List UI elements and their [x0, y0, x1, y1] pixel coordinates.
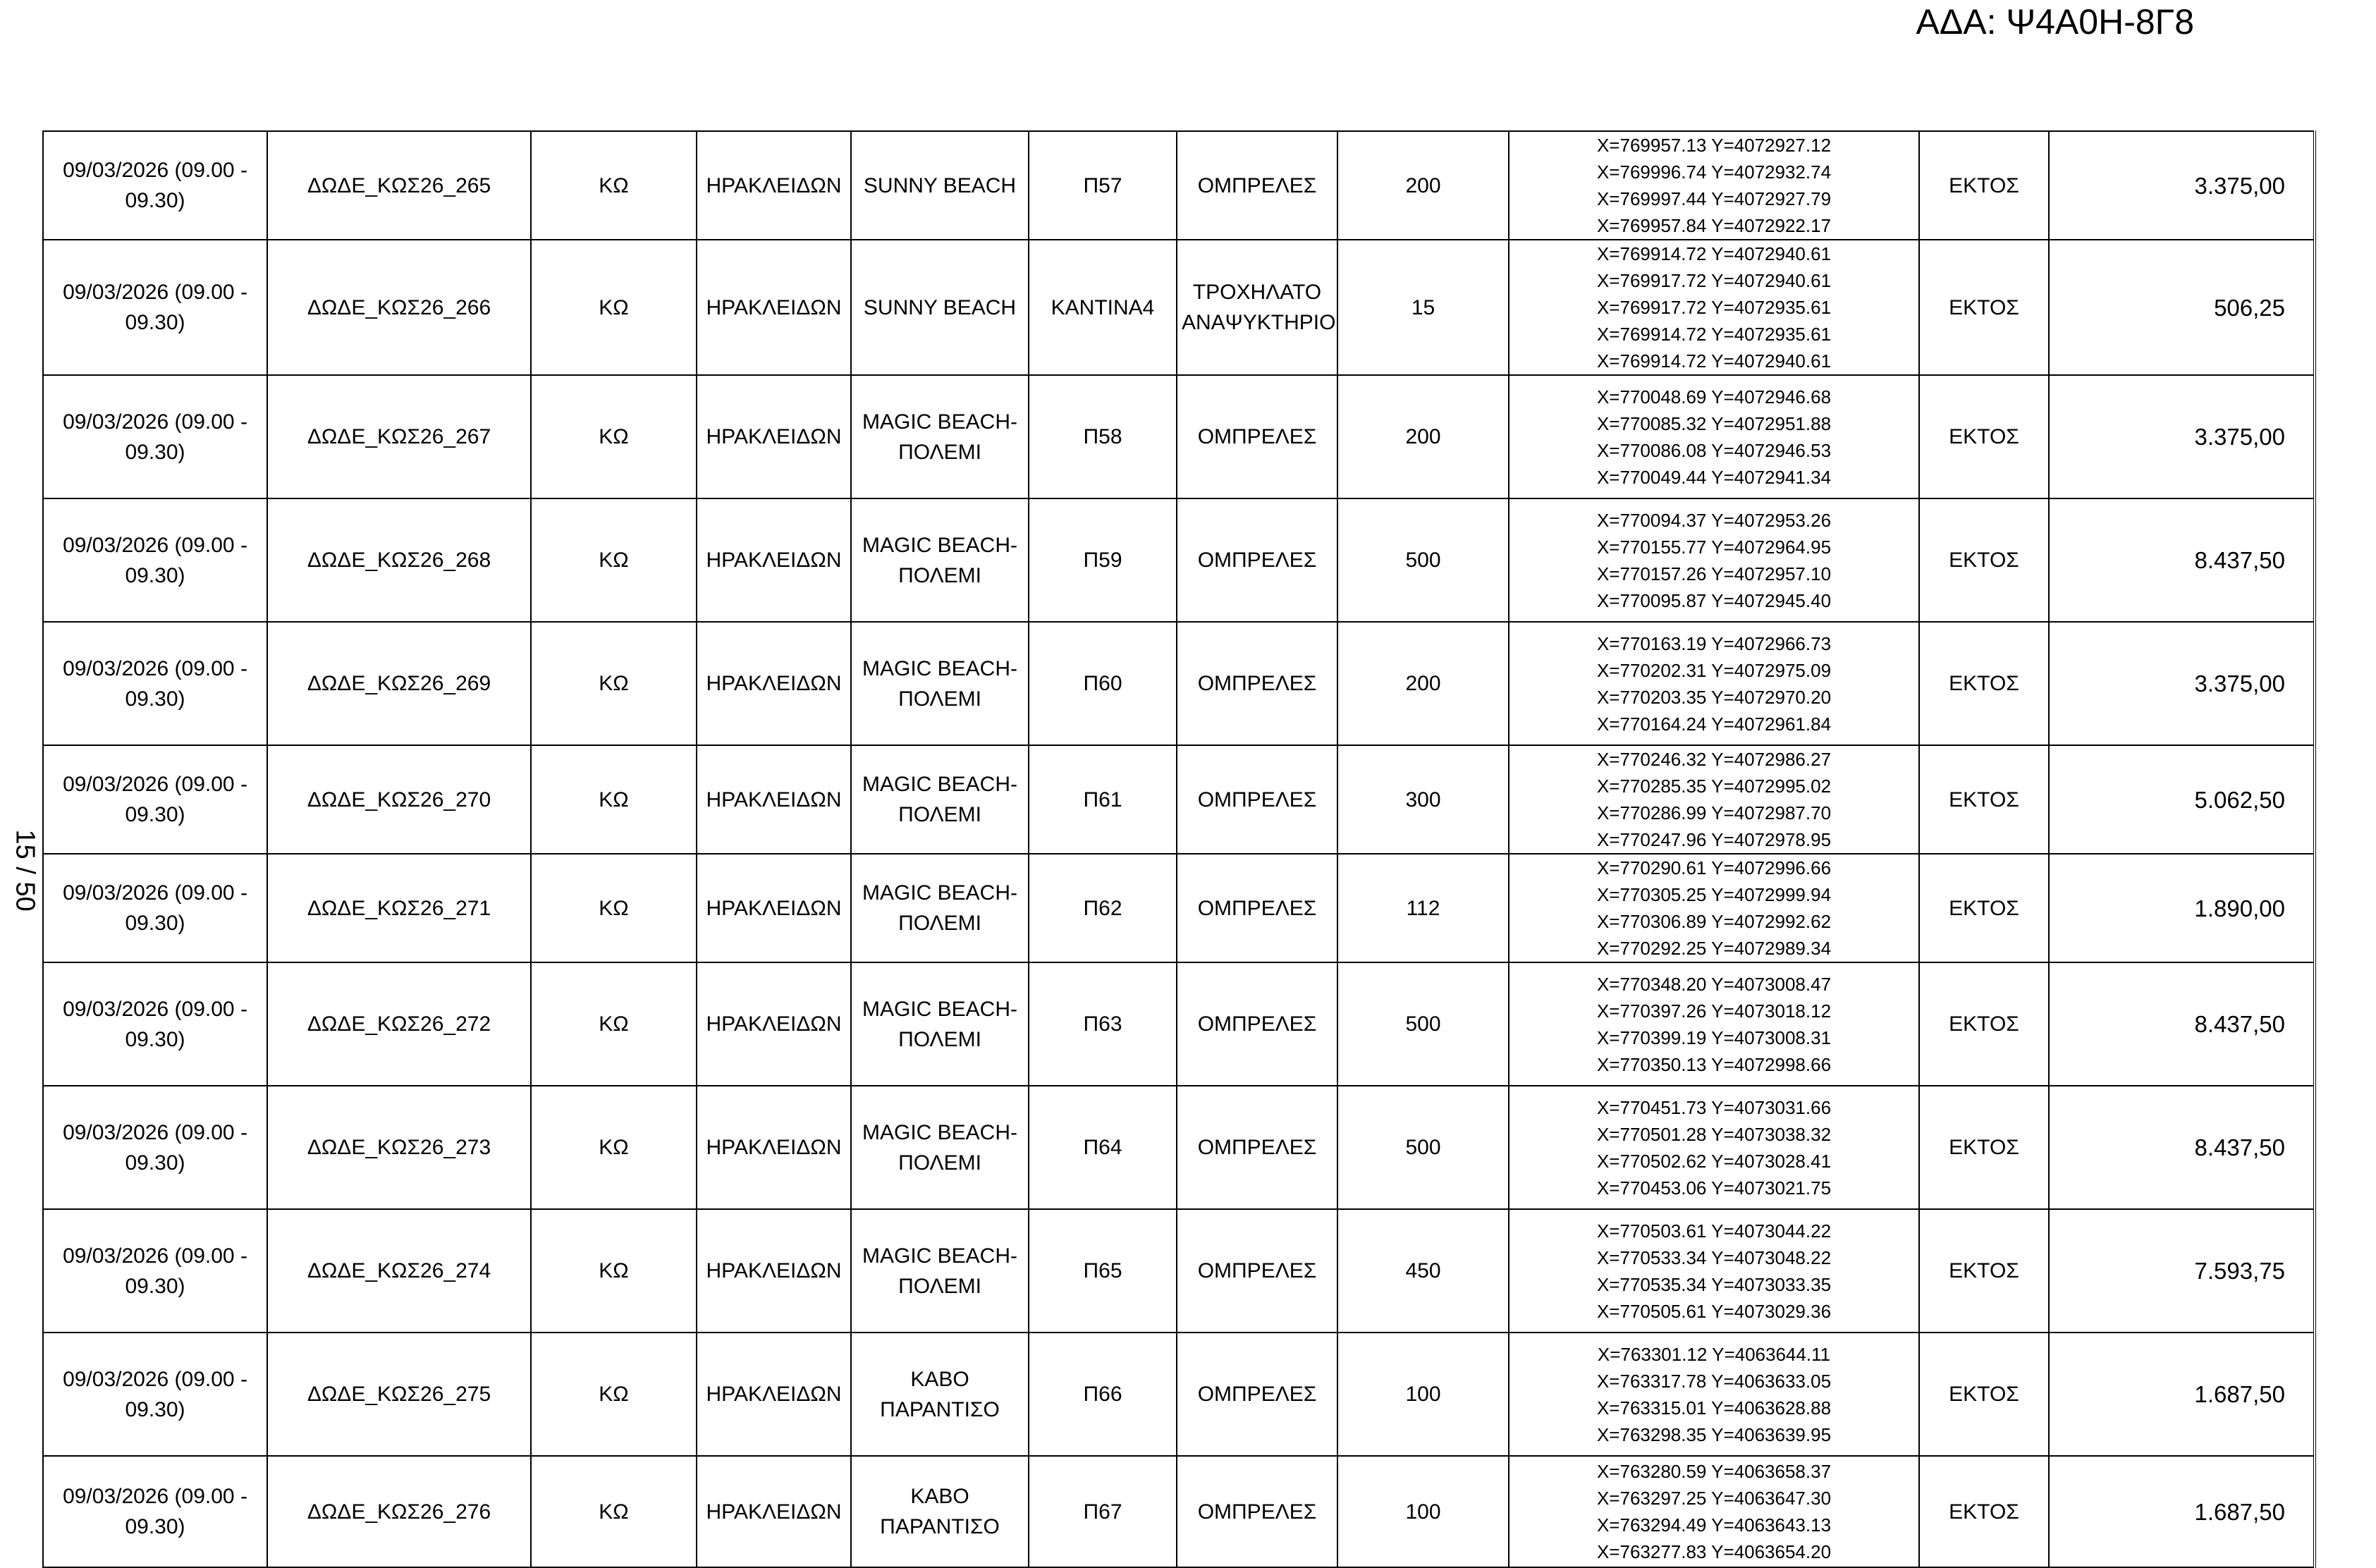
- concessions-table: [42, 130, 2316, 1568]
- use-cell: ΟΜΠΡΕΛΕΣ: [1177, 1333, 1337, 1456]
- table-row: [43, 131, 2315, 240]
- coordinate-line: X=770290.61 Y=4072996.66: [1596, 857, 1832, 878]
- area-cell: 500: [1337, 498, 1509, 622]
- coordinate-line: X=769957.13 Y=4072927.12: [1596, 135, 1832, 156]
- coordinate-line: X=769996.74 Y=4072932.74: [1596, 161, 1832, 183]
- spot-cell: Π59: [1029, 498, 1177, 622]
- zone-cell: ΕΚΤΟΣ: [1919, 854, 2049, 962]
- coordinate-line: X=763294.49 Y=4063643.13: [1596, 1514, 1832, 1536]
- code-cell: ΔΩΔΕ_ΚΩΣ26_274: [267, 1209, 531, 1333]
- use-cell: ΟΜΠΡΕΛΕΣ: [1177, 854, 1337, 962]
- municipality-cell: ΗΡΑΚΛΕΙΔΩΝ: [697, 1333, 851, 1456]
- coordinate-line: X=770348.20 Y=4073008.47: [1596, 973, 1832, 995]
- zone-cell: ΕΚΤΟΣ: [1919, 1086, 2049, 1209]
- beach-cell: ΚΑΒΟ ΠΑΡΑΝΤΙΣΟ: [851, 1333, 1029, 1456]
- coordinates-cell: [1509, 240, 1919, 375]
- table-row: [43, 962, 2315, 1086]
- coordinate-line: X=770164.24 Y=4072961.84: [1596, 713, 1832, 735]
- datetime-cell: 09/03/2026 (09.00 - 09.30): [43, 745, 267, 854]
- island-cell: ΚΩ: [531, 1209, 697, 1333]
- island-cell: ΚΩ: [531, 1333, 697, 1456]
- table-row: [43, 498, 2315, 622]
- use-cell: ΟΜΠΡΕΛΕΣ: [1177, 962, 1337, 1086]
- coordinate-line: X=763298.35 Y=4063639.95: [1596, 1423, 1832, 1445]
- beach-cell: SUNNY BEACH: [851, 131, 1029, 240]
- coordinate-line: X=770203.35 Y=4072970.20: [1596, 686, 1832, 708]
- coordinate-line: X=769914.72 Y=4072935.61: [1596, 324, 1832, 345]
- zone-cell: ΕΚΤΟΣ: [1919, 622, 2049, 745]
- datetime-cell: 09/03/2026 (09.00 - 09.30): [43, 498, 267, 622]
- coordinate-line: X=770502.62 Y=4073028.41: [1596, 1150, 1832, 1172]
- coordinates-cell: [1509, 375, 1919, 498]
- zone-cell: ΕΚΤΟΣ: [1919, 131, 2049, 240]
- code-cell: ΔΩΔΕ_ΚΩΣ26_275: [267, 1333, 531, 1456]
- spot-cell: Π61: [1029, 745, 1177, 854]
- zone-cell: ΕΚΤΟΣ: [1919, 1333, 2049, 1456]
- datetime-cell: 09/03/2026 (09.00 - 09.30): [43, 854, 267, 962]
- code-cell: ΔΩΔΕ_ΚΩΣ26_268: [267, 498, 531, 622]
- coordinate-line: X=770350.13 Y=4072998.66: [1596, 1053, 1832, 1075]
- coordinate-line: X=770247.96 Y=4072978.95: [1596, 829, 1832, 850]
- coordinate-line: X=770533.34 Y=4073048.22: [1596, 1247, 1832, 1268]
- coordinate-line: X=770306.89 Y=4072992.62: [1596, 911, 1832, 932]
- datetime-cell: 09/03/2026 (09.00 - 09.30): [43, 1333, 267, 1456]
- coordinates-cell: [1509, 1209, 1919, 1333]
- datetime-cell: 09/03/2026 (09.00 - 09.30): [43, 962, 267, 1086]
- code-cell: ΔΩΔΕ_ΚΩΣ26_276: [267, 1456, 531, 1567]
- coordinate-line: X=770048.69 Y=4072946.68: [1596, 386, 1832, 408]
- use-cell: ΟΜΠΡΕΛΕΣ: [1177, 375, 1337, 498]
- municipality-cell: ΗΡΑΚΛΕΙΔΩΝ: [697, 1456, 851, 1567]
- datetime-cell: 09/03/2026 (09.00 - 09.30): [43, 622, 267, 745]
- use-cell: ΟΜΠΡΕΛΕΣ: [1177, 131, 1337, 240]
- table-row: [43, 622, 2315, 745]
- area-cell: 100: [1337, 1456, 1509, 1567]
- zone-cell: ΕΚΤΟΣ: [1919, 498, 2049, 622]
- use-cell: ΟΜΠΡΕΛΕΣ: [1177, 1086, 1337, 1209]
- amount-cell: 8.437,50: [2049, 498, 2315, 622]
- amount-cell: 1.890,00: [2049, 854, 2315, 962]
- code-cell: ΔΩΔΕ_ΚΩΣ26_269: [267, 622, 531, 745]
- municipality-cell: ΗΡΑΚΛΕΙΔΩΝ: [697, 1209, 851, 1333]
- zone-cell: ΕΚΤΟΣ: [1919, 745, 2049, 854]
- coordinates-cell: [1509, 1333, 1919, 1456]
- area-cell: 100: [1337, 1333, 1509, 1456]
- use-cell: ΟΜΠΡΕΛΕΣ: [1177, 1456, 1337, 1567]
- coordinates-cell: [1509, 962, 1919, 1086]
- amount-cell: 5.062,50: [2049, 745, 2315, 854]
- coordinate-line: X=770453.06 Y=4073021.75: [1596, 1177, 1832, 1199]
- datetime-cell: 09/03/2026 (09.00 - 09.30): [43, 1456, 267, 1567]
- area-cell: 15: [1337, 240, 1509, 375]
- coordinate-line: X=770501.28 Y=4073038.32: [1596, 1123, 1832, 1145]
- use-cell: ΟΜΠΡΕΛΕΣ: [1177, 1209, 1337, 1333]
- beach-cell: MAGIC BEACH-ΠΟΛΕΜΙ: [851, 854, 1029, 962]
- use-cell: ΟΜΠΡΕΛΕΣ: [1177, 498, 1337, 622]
- area-cell: 450: [1337, 1209, 1509, 1333]
- municipality-cell: ΗΡΑΚΛΕΙΔΩΝ: [697, 854, 851, 962]
- spot-cell: Π60: [1029, 622, 1177, 745]
- coordinate-line: X=770535.34 Y=4073033.35: [1596, 1273, 1832, 1295]
- coordinate-line: X=770094.37 Y=4072953.26: [1596, 509, 1832, 531]
- coordinates-cell: [1509, 622, 1919, 745]
- beach-cell: MAGIC BEACH-ΠΟΛΕΜΙ: [851, 962, 1029, 1086]
- amount-cell: 3.375,00: [2049, 375, 2315, 498]
- island-cell: ΚΩ: [531, 745, 697, 854]
- code-cell: ΔΩΔΕ_ΚΩΣ26_273: [267, 1086, 531, 1209]
- coordinate-line: X=769957.84 Y=4072922.17: [1596, 215, 1832, 236]
- island-cell: ΚΩ: [531, 1086, 697, 1209]
- coordinates-cell: [1509, 498, 1919, 622]
- code-cell: ΔΩΔΕ_ΚΩΣ26_267: [267, 375, 531, 498]
- spot-cell: Π58: [1029, 375, 1177, 498]
- area-cell: 200: [1337, 622, 1509, 745]
- zone-cell: ΕΚΤΟΣ: [1919, 962, 2049, 1086]
- coordinates-cell: [1509, 854, 1919, 962]
- coordinate-line: X=770049.44 Y=4072941.34: [1596, 466, 1832, 488]
- municipality-cell: ΗΡΑΚΛΕΙΔΩΝ: [697, 131, 851, 240]
- beach-cell: MAGIC BEACH-ΠΟΛΕΜΙ: [851, 375, 1029, 498]
- area-cell: 200: [1337, 375, 1509, 498]
- datetime-cell: 09/03/2026 (09.00 - 09.30): [43, 1209, 267, 1333]
- island-cell: ΚΩ: [531, 498, 697, 622]
- municipality-cell: ΗΡΑΚΛΕΙΔΩΝ: [697, 745, 851, 854]
- table-row: [43, 854, 2315, 962]
- coordinate-line: X=769917.72 Y=4072935.61: [1596, 297, 1832, 318]
- datetime-cell: 09/03/2026 (09.00 - 09.30): [43, 1086, 267, 1209]
- spot-cell: Π63: [1029, 962, 1177, 1086]
- coordinates-cell: [1509, 131, 1919, 240]
- municipality-cell: ΗΡΑΚΛΕΙΔΩΝ: [697, 962, 851, 1086]
- area-cell: 200: [1337, 131, 1509, 240]
- coordinate-line: X=770095.87 Y=4072945.40: [1596, 589, 1832, 611]
- coordinate-line: X=770399.19 Y=4073008.31: [1596, 1027, 1832, 1048]
- use-cell: ΟΜΠΡΕΛΕΣ: [1177, 745, 1337, 854]
- coordinate-line: X=770202.31 Y=4072975.09: [1596, 659, 1832, 681]
- island-cell: ΚΩ: [531, 375, 697, 498]
- area-cell: 500: [1337, 962, 1509, 1086]
- beach-cell: MAGIC BEACH-ΠΟΛΕΜΙ: [851, 1086, 1029, 1209]
- coordinate-line: X=770163.19 Y=4072966.73: [1596, 632, 1832, 654]
- spot-cell: Π57: [1029, 131, 1177, 240]
- beach-cell: MAGIC BEACH-ΠΟΛΕΜΙ: [851, 1209, 1029, 1333]
- datetime-cell: 09/03/2026 (09.00 - 09.30): [43, 375, 267, 498]
- datetime-cell: 09/03/2026 (09.00 - 09.30): [43, 131, 267, 240]
- coordinate-line: X=763277.83 Y=4063654.20: [1596, 1541, 1832, 1562]
- amount-cell: 1.687,50: [2049, 1333, 2315, 1456]
- coordinates-cell: [1509, 745, 1919, 854]
- table-row: [43, 240, 2315, 375]
- zone-cell: ΕΚΤΟΣ: [1919, 375, 2049, 498]
- coordinate-line: X=770285.35 Y=4072995.02: [1596, 776, 1832, 797]
- coordinate-line: X=770085.32 Y=4072951.88: [1596, 412, 1832, 434]
- area-cell: 300: [1337, 745, 1509, 854]
- coordinate-line: X=770286.99 Y=4072987.70: [1596, 802, 1832, 823]
- code-cell: ΔΩΔΕ_ΚΩΣ26_266: [267, 240, 531, 375]
- code-cell: ΔΩΔΕ_ΚΩΣ26_270: [267, 745, 531, 854]
- amount-cell: 3.375,00: [2049, 622, 2315, 745]
- amount-cell: 1.687,50: [2049, 1456, 2315, 1567]
- code-cell: ΔΩΔΕ_ΚΩΣ26_265: [267, 131, 531, 240]
- page-indicator: 15 / 50: [10, 829, 40, 912]
- island-cell: ΚΩ: [531, 131, 697, 240]
- table-row: [43, 1333, 2315, 1456]
- datetime-cell: 09/03/2026 (09.00 - 09.30): [43, 240, 267, 375]
- island-cell: ΚΩ: [531, 240, 697, 375]
- table-row: [43, 375, 2315, 498]
- use-cell: ΟΜΠΡΕΛΕΣ: [1177, 622, 1337, 745]
- spot-cell: Π64: [1029, 1086, 1177, 1209]
- zone-cell: ΕΚΤΟΣ: [1919, 240, 2049, 375]
- beach-cell: MAGIC BEACH-ΠΟΛΕΜΙ: [851, 622, 1029, 745]
- table-row: [43, 1456, 2315, 1567]
- coordinate-line: X=770155.77 Y=4072964.95: [1596, 536, 1832, 558]
- coordinate-line: X=769997.44 Y=4072927.79: [1596, 188, 1832, 209]
- spot-cell: Π67: [1029, 1456, 1177, 1567]
- spot-cell: Π62: [1029, 854, 1177, 962]
- beach-cell: ΚΑΒΟ ΠΑΡΑΝΤΙΣΟ: [851, 1456, 1029, 1567]
- coordinate-line: X=770505.61 Y=4073029.36: [1596, 1300, 1832, 1322]
- coordinate-line: X=770086.08 Y=4072946.53: [1596, 439, 1832, 461]
- beach-cell: MAGIC BEACH-ΠΟΛΕΜΙ: [851, 498, 1029, 622]
- municipality-cell: ΗΡΑΚΛΕΙΔΩΝ: [697, 240, 851, 375]
- coordinate-line: X=763297.25 Y=4063647.30: [1596, 1488, 1832, 1509]
- table-row: [43, 1209, 2315, 1333]
- spot-cell: Π66: [1029, 1333, 1177, 1456]
- coordinate-line: X=770451.73 Y=4073031.66: [1596, 1096, 1832, 1118]
- spot-cell: Π65: [1029, 1209, 1177, 1333]
- use-cell: ΤΡΟΧΗΛΑΤΟ ΑΝΑΨΥΚΤΗΡΙΟ: [1177, 240, 1337, 375]
- amount-cell: 506,25: [2049, 240, 2315, 375]
- coordinate-line: X=763301.12 Y=4063644.11: [1597, 1343, 1831, 1365]
- area-cell: 112: [1337, 854, 1509, 962]
- coordinate-line: X=763317.78 Y=4063633.05: [1596, 1370, 1832, 1392]
- island-cell: ΚΩ: [531, 622, 697, 745]
- beach-cell: MAGIC BEACH-ΠΟΛΕΜΙ: [851, 745, 1029, 854]
- coordinate-line: X=769917.72 Y=4072940.61: [1596, 270, 1832, 291]
- table-row: [43, 1086, 2315, 1209]
- coordinate-line: X=769914.72 Y=4072940.61: [1596, 350, 1832, 372]
- coordinate-line: X=770305.25 Y=4072999.94: [1596, 884, 1832, 905]
- coordinate-line: X=770397.26 Y=4073018.12: [1596, 1000, 1832, 1022]
- ada-header: ΑΔΑ: Ψ4Α0Η-8Γ8: [1916, 2, 2194, 42]
- coordinates-cell: [1509, 1456, 1919, 1567]
- coordinate-line: X=770292.25 Y=4072989.34: [1596, 938, 1832, 959]
- code-cell: ΔΩΔΕ_ΚΩΣ26_272: [267, 962, 531, 1086]
- coordinate-line: X=763280.59 Y=4063658.37: [1596, 1461, 1832, 1482]
- zone-cell: ΕΚΤΟΣ: [1919, 1209, 2049, 1333]
- code-cell: ΔΩΔΕ_ΚΩΣ26_271: [267, 854, 531, 962]
- table-row: [43, 745, 2315, 854]
- coordinate-line: X=769914.72 Y=4072940.61: [1596, 243, 1832, 264]
- amount-cell: 8.437,50: [2049, 1086, 2315, 1209]
- amount-cell: 7.593,75: [2049, 1209, 2315, 1333]
- island-cell: ΚΩ: [531, 854, 697, 962]
- coordinate-line: X=770157.26 Y=4072957.10: [1596, 563, 1832, 584]
- municipality-cell: ΗΡΑΚΛΕΙΔΩΝ: [697, 498, 851, 622]
- municipality-cell: ΗΡΑΚΛΕΙΔΩΝ: [697, 622, 851, 745]
- coordinates-cell: [1509, 1086, 1919, 1209]
- island-cell: ΚΩ: [531, 962, 697, 1086]
- area-cell: 500: [1337, 1086, 1509, 1209]
- municipality-cell: ΗΡΑΚΛΕΙΔΩΝ: [697, 375, 851, 498]
- zone-cell: ΕΚΤΟΣ: [1919, 1456, 2049, 1567]
- municipality-cell: ΗΡΑΚΛΕΙΔΩΝ: [697, 1086, 851, 1209]
- amount-cell: 3.375,00: [2049, 131, 2315, 240]
- beach-cell: SUNNY BEACH: [851, 240, 1029, 375]
- coordinate-line: X=770246.32 Y=4072986.27: [1596, 749, 1832, 770]
- coordinate-line: X=770503.61 Y=4073044.22: [1596, 1220, 1832, 1242]
- amount-cell: 8.437,50: [2049, 962, 2315, 1086]
- island-cell: ΚΩ: [531, 1456, 697, 1567]
- coordinate-line: X=763315.01 Y=4063628.88: [1596, 1397, 1832, 1419]
- spot-cell: ΚΑΝΤΙΝΑ4: [1029, 240, 1177, 375]
